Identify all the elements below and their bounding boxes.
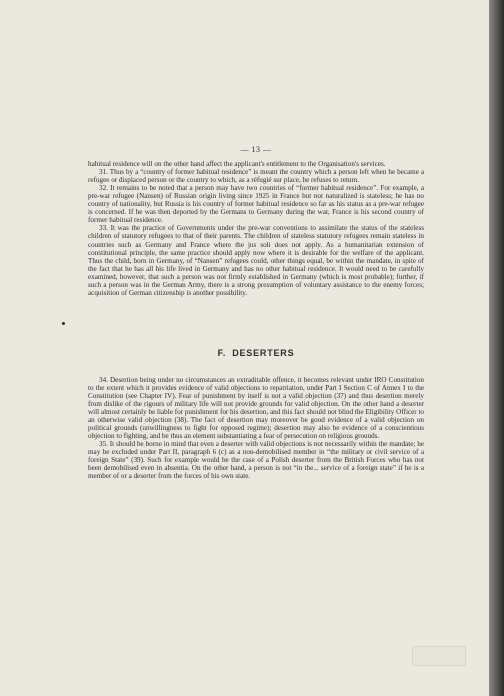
paragraph-35: 35. It should be borne in mind that even a deserter with valid objections is not necessarily within the mandate; he may be excluded under Part II, paragraph 6 (c) as a non-demobilised member in “the military or civil service of a foreign State” (39). Such for example would be the case of a Polish deserter from the British Forces who has not been demobilised even in absentia. On the other hand, a person is not “in the... service of a foreign state” if he is a member of or a deserter from the forces of his own state. <box>88 440 424 481</box>
section-heading <box>88 349 424 357</box>
paragraph-33: 33. It was the practice of Governments under the pre-war conventions to assimilate the status of the stateless children of statutory refugees to that of their parents. The children of stateless statutory refugees remain stateless in countries such as Germany and France where the jus soli does not apply. As a humanitarian extension of constitutional principle, the same practice should apply now where it is desirable for the welfare of the applicant. Thus the child, born in Germany, of “Nansen” refugees could, other things equal, be within the mandate, in spite of the fact that he has all his life lived in Germany and has no other habitual residence. It would need to be carefully examined, however, that such a person was not firmly established in Germany (which is most probable); further, if such a person was in the German Army, there is a strong presumption of voluntary assistance to the enemy forces; acquisition of German citizenship is another possibility. <box>88 224 424 297</box>
paragraph-32: 32. It remains to be noted that a person may have two countries of “former habitual residence”. For example, a pre-war refugee (Nansen) of Russian origin living since 1925 in France but not naturalized is stateless; he has no country of nationality, but Russia is his country of former habitual residence so far as his status as a pre-war refugee is concerned. If he was then deported by the Germans to Germany during the war, France is his second country of former habitual residence. <box>88 184 424 225</box>
paragraph-34: 34. Desertion being under no circumstances an extraditable offence, it becomes relevant under IRO Constitution to the extent which it provides evidence of valid objections to repatriation, under Part I Section C of Annex I to the Constitution (see Chapter IV). Fear of punishment by itself is not a valid objection (37) and thus desertion merely from dislike of the rigours of military life will not provide grounds for valid objection. On the other hand a deserter will almost certainly be liable for punishment for his desertion, and this fact should not blind the Eligibility Officer to an otherwise valid objection (38). The fact of desertion may moreover be good evidence of a valid objection on political grounds (unwillingness to fight for opposed regime); desertion may also be evidence of a conscientious objection to fighting, and be thus an element substantiating a fear of persecution on religious grounds. <box>88 375 424 441</box>
paragraph-continuation: habitual residence will on the other hand affect the applicant's entitlement to the Organisation's services. <box>88 160 386 169</box>
margin-mark <box>62 322 65 325</box>
section-title: DESERTERS <box>232 347 295 358</box>
page-number: — 13 — <box>240 145 272 154</box>
page-content <box>88 146 424 481</box>
section-letter: F. <box>217 347 227 358</box>
library-stamp <box>412 646 466 666</box>
paragraph-31: 31. Thus by a “country of former habitual residence” is meant the country which a person left when he became a refugee or displaced person or the country to which, as a réfugié sur place, he refuses to return. <box>88 168 424 185</box>
binding-edge <box>489 0 504 696</box>
